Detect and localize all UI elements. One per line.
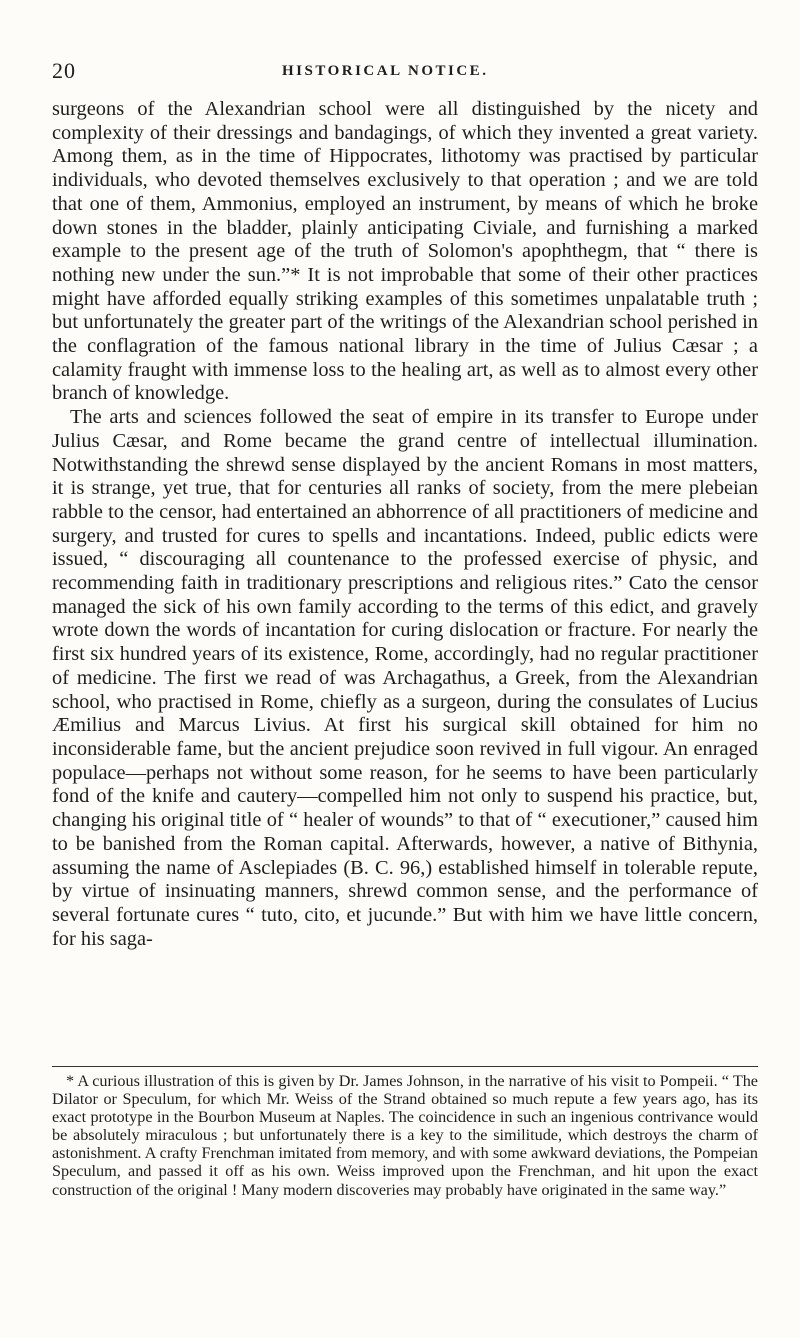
running-head: HISTORICAL NOTICE. — [282, 63, 489, 79]
page-header — [52, 58, 752, 84]
page-number: 20 — [52, 58, 76, 83]
footnote-divider — [52, 1066, 758, 1067]
body-text — [52, 98, 758, 951]
paragraph: The arts and sciences followed the seat of empire in its transfer to Europe under Julius Cæsar, and Rome became the grand centre of intellectual illumination. Notwithstanding the shrewd sense displayed by the ancient Romans in most matters, it is strange, yet true, that for centuries all ranks of society, from the mere plebeian rabble to the censor, had entertained an abhorrence of all practitioners of medicine and surgery, and trusted for cures to spells and incantations. Indeed, public edicts were issued, “ discouraging all countenance to the professed exercise of physic, and recommending faith in traditionary prescriptions and religious rites.” Cato the censor managed the sick of his own family according to the terms of this edict, and gravely wrote down the words of incantation for curing dislocation or fracture. For nearly the first six hundred years of its existence, Rome, accordingly, had no regular practitioner of medicine. The first we read of was Archagathus, a Greek, from the Alexandrian school, who practised in Rome, chiefly as a surgeon, during the consulates of Lucius Æmilius and Marcus Livius. At first his surgical skill obtained for him no inconsiderable fame, but the ancient prejudice soon revived in full vigour. An enraged populace—perhaps not without some reason, for he seems to have been particularly fond of the knife and cautery—compelled him not only to suspend his practice, but, changing his original title of “ healer of wounds” to that of “ executioner,” caused him to be banished from the Roman capital. Afterwards, however, a native of Bithynia, assuming the name of Asclepiades (B. C. 96,) established himself in tolerable repute, by virtue of insinuating manners, shrewd common sense, and the performance of several fortunate cures “ tuto, cito, et jucunde.” But with him we have little concern, for his saga- — [52, 406, 758, 950]
footnote: * A curious illustration of this is given by Dr. James Johnson, in the narrative of his visit to Pompeii. “ The Dilator or Speculum, for which Mr. Weiss of the Strand obtained so much repute a few years ago, has its exact prototype in the Bourbon Museum at Naples. The coincidence in such an ingenious contrivance would be absolutely miraculous ; but unfortunately there is a key to the similitude, which destroys the charm of astonishment. A crafty Frenchman imitated from memory, and with some awkward deviations, the Pompeian Speculum, and passed it off as his own. Weiss improved upon the Frenchman, and hit upon the exact construction of the original ! Many modern discoveries may probably have originated in the same way.” — [52, 1072, 758, 1199]
paragraph: surgeons of the Alexandrian school were all distinguished by the nicety and complexity of their dressings and bandagings, of which they invented a great variety. Among them, as in the time of Hippocrates, lithotomy was practised by particular individuals, who devoted themselves exclusively to that operation ; and we are told that one of them, Ammonius, employed an instrument, by means of which he broke down stones in the bladder, plainly anticipating Civiale, and furnishing a marked example to the present age of the truth of Solomon's apophthegm, that “ there is nothing new under the sun.”* It is not improbable that some of their other practices might have afforded equally striking examples of this sometimes unpalatable truth ; but unfortunately the greater part of the writings of the Alexandrian school perished in the conflagration of the famous national library in the time of Julius Cæsar ; a calamity fraught with immense loss to the healing art, as well as to almost every other branch of knowledge. — [52, 98, 758, 405]
